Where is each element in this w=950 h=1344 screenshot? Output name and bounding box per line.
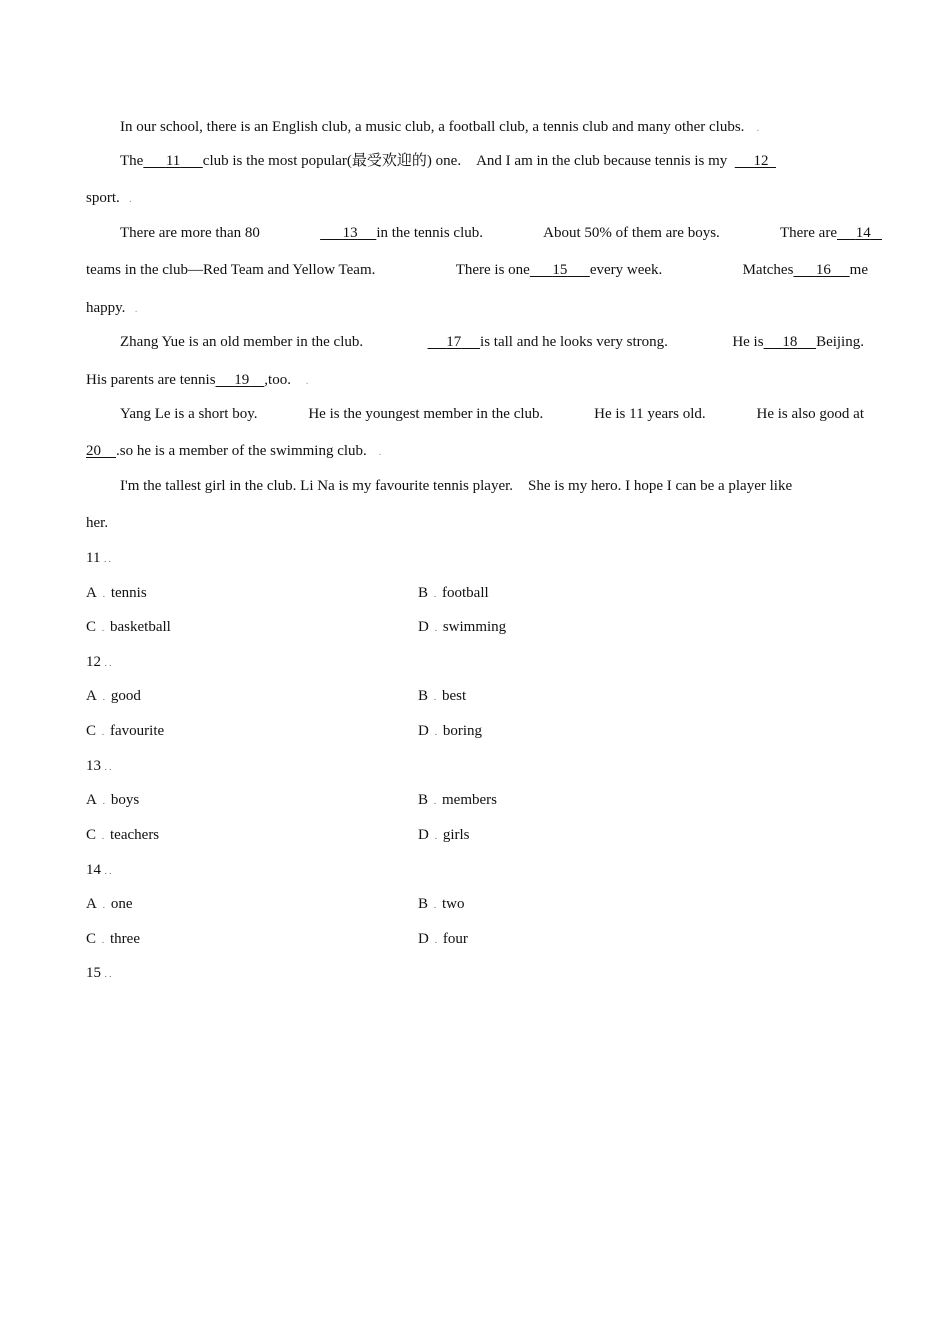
option-13-c[interactable] <box>86 825 159 846</box>
option-11-a[interactable] <box>86 583 147 604</box>
option-11-c[interactable] <box>86 617 171 638</box>
blank-number: 16 <box>815 262 831 278</box>
passage-line-1 <box>120 117 868 137</box>
question-number-13 <box>86 756 115 777</box>
option-text: boys <box>110 792 140 808</box>
passage-text: There are more than 80 <box>120 225 260 241</box>
dot-icon: . <box>102 691 105 702</box>
option-12-b[interactable] <box>418 686 466 707</box>
paragraph-mark-icon: . <box>370 446 382 458</box>
option-text: teachers <box>110 827 160 843</box>
blank-20[interactable] <box>86 441 116 461</box>
passage-text: He is the youngest member in the club. <box>308 406 544 422</box>
option-text: good <box>110 688 141 704</box>
passage-text: me <box>849 262 868 278</box>
dot-icon: . . <box>104 865 112 876</box>
passage-line-7 <box>120 332 864 352</box>
option-letter: C <box>86 931 97 947</box>
blank-11[interactable] <box>143 151 202 171</box>
blank-13[interactable] <box>320 223 376 243</box>
passage-text: happy. <box>86 300 126 316</box>
option-text: tennis <box>110 585 147 601</box>
blank-number: 11 <box>165 153 181 169</box>
question-number-12 <box>86 652 115 673</box>
dot-icon: . <box>434 726 437 737</box>
passage-text: Yang Le is a short boy. <box>120 406 258 422</box>
passage-text: ,too. <box>264 372 291 388</box>
question-number-text: 11 <box>86 550 101 566</box>
option-text: three <box>110 931 140 947</box>
passage-line-9 <box>120 404 864 424</box>
option-text: best <box>442 688 467 704</box>
passage-text: every week. <box>589 262 663 278</box>
blank-number: 17 <box>446 334 462 350</box>
option-letter: C <box>86 827 97 843</box>
blank-14[interactable] <box>837 223 882 243</box>
passage-text: Matches <box>742 262 794 278</box>
question-number-15 <box>86 963 115 984</box>
passage-text: And I am in the club because tennis is my <box>476 153 728 169</box>
dot-icon: . . <box>104 657 112 668</box>
passage-text: club is the most popular(最受欢迎的) one. <box>202 153 462 169</box>
passage-line-8 <box>86 370 868 390</box>
blank-17[interactable] <box>428 332 481 352</box>
passage-text: His parents are tennis <box>86 372 216 388</box>
option-11-b[interactable] <box>418 583 489 604</box>
passage-line-11 <box>120 476 868 496</box>
passage-text: In our school, there is an English club, a music club, a football club, a tennis club and many other clubs. <box>120 119 745 135</box>
option-letter: D <box>418 931 429 947</box>
option-14-c[interactable] <box>86 929 140 950</box>
option-12-c[interactable] <box>86 721 164 742</box>
blank-number: 19 <box>234 372 250 388</box>
option-text: members <box>442 792 497 808</box>
option-text: boring <box>442 723 483 739</box>
passage-text: About 50% of them are boys. <box>543 225 720 241</box>
dot-icon: . <box>101 830 105 841</box>
dot-icon: . <box>101 726 105 737</box>
option-letter: A <box>86 585 97 601</box>
option-13-d[interactable] <box>418 825 470 846</box>
question-number-text: 14 <box>86 862 101 878</box>
dot-icon: . <box>102 588 105 599</box>
blank-number: 14 <box>855 225 871 241</box>
option-letter: D <box>418 723 429 739</box>
blank-number: 18 <box>782 334 798 350</box>
passage-text: He is <box>732 334 764 350</box>
option-text: basketball <box>110 619 171 635</box>
option-14-a[interactable] <box>86 894 133 915</box>
passage-line-12 <box>86 513 868 533</box>
passage-text: is tall and he looks very strong. <box>480 334 668 350</box>
passage-text: There are <box>779 225 837 241</box>
passage-line-3 <box>86 188 868 208</box>
passage-text: I'm the tallest girl in the club. Li Na is my favourite tennis player. <box>120 478 514 494</box>
option-14-d[interactable] <box>418 929 468 950</box>
option-letter: D <box>418 619 429 635</box>
paragraph-mark-icon: . <box>294 375 309 387</box>
blank-19[interactable] <box>216 370 265 390</box>
option-text: girls <box>442 827 470 843</box>
option-11-d[interactable] <box>418 617 506 638</box>
option-letter: B <box>418 792 429 808</box>
option-letter: C <box>86 723 97 739</box>
passage-line-6 <box>86 298 868 318</box>
dot-icon: . <box>102 795 105 806</box>
passage-text: Zhang Yue is an old member in the club. <box>120 334 364 350</box>
paragraph-mark-icon: . <box>123 193 132 205</box>
passage-line-4 <box>120 223 882 243</box>
question-number-11 <box>86 548 114 569</box>
passage-text: He is also good at <box>756 406 864 422</box>
blank-15[interactable] <box>530 260 590 280</box>
option-letter: B <box>418 585 429 601</box>
dot-icon: . <box>433 795 437 806</box>
question-number-text: 12 <box>86 654 101 670</box>
option-letter: B <box>418 688 429 704</box>
option-letter: C <box>86 619 97 635</box>
passage-text: .so he is a member of the swimming club. <box>116 443 367 459</box>
question-number-text: 13 <box>86 758 101 774</box>
paragraph-mark-icon: . <box>748 122 760 134</box>
question-number-text: 15 <box>86 965 101 981</box>
passage-text: He is 11 years old. <box>594 406 706 422</box>
blank-number: 12 <box>753 153 769 169</box>
option-text: two <box>442 896 465 912</box>
option-text: one <box>110 896 133 912</box>
passage-line-2 <box>120 151 868 171</box>
dot-icon: . <box>101 622 105 633</box>
dot-icon: . <box>434 830 437 841</box>
passage-text: sport. <box>86 190 120 206</box>
paragraph-mark-icon: . <box>129 303 138 315</box>
passage-line-10 <box>86 441 868 461</box>
passage-text: Beijing. <box>816 334 864 350</box>
option-text: football <box>442 585 489 601</box>
dot-icon: . <box>101 934 105 945</box>
option-13-b[interactable] <box>418 790 497 811</box>
option-text: four <box>442 931 468 947</box>
dot-icon: . <box>102 899 105 910</box>
option-14-b[interactable] <box>418 894 465 915</box>
blank-16[interactable] <box>793 260 849 280</box>
option-letter: D <box>418 827 429 843</box>
blank-18[interactable] <box>764 332 817 352</box>
option-letter: A <box>86 688 97 704</box>
passage-text: The <box>120 153 144 169</box>
dot-icon: . . <box>104 968 112 979</box>
option-12-d[interactable] <box>418 721 482 742</box>
passage-text: She is my hero. I hope I can be a player like <box>528 478 793 494</box>
question-number-14 <box>86 860 115 881</box>
passage-text: her. <box>86 515 109 531</box>
dot-icon: . <box>433 691 437 702</box>
passage-text: in the tennis club. <box>376 225 483 241</box>
option-letter: A <box>86 792 97 808</box>
dot-icon: . . <box>104 761 112 772</box>
blank-number: 13 <box>342 225 358 241</box>
option-letter: B <box>418 896 429 912</box>
passage-text: There is one <box>455 262 530 278</box>
option-letter: A <box>86 896 97 912</box>
passage-text: teams in the club—Red Team and Yellow Team. <box>86 262 376 278</box>
blank-number: 20 <box>86 443 101 459</box>
dot-icon: . . <box>104 553 111 564</box>
dot-icon: . <box>434 934 437 945</box>
passage-line-5 <box>86 260 868 280</box>
option-text: swimming <box>442 619 507 635</box>
option-text: favourite <box>110 723 165 739</box>
blank-12[interactable] <box>735 151 776 171</box>
dot-icon: . <box>434 622 437 633</box>
dot-icon: . <box>433 588 437 599</box>
dot-icon: . <box>433 899 437 910</box>
option-12-a[interactable] <box>86 686 141 707</box>
option-13-a[interactable] <box>86 790 139 811</box>
blank-number: 15 <box>552 262 568 278</box>
